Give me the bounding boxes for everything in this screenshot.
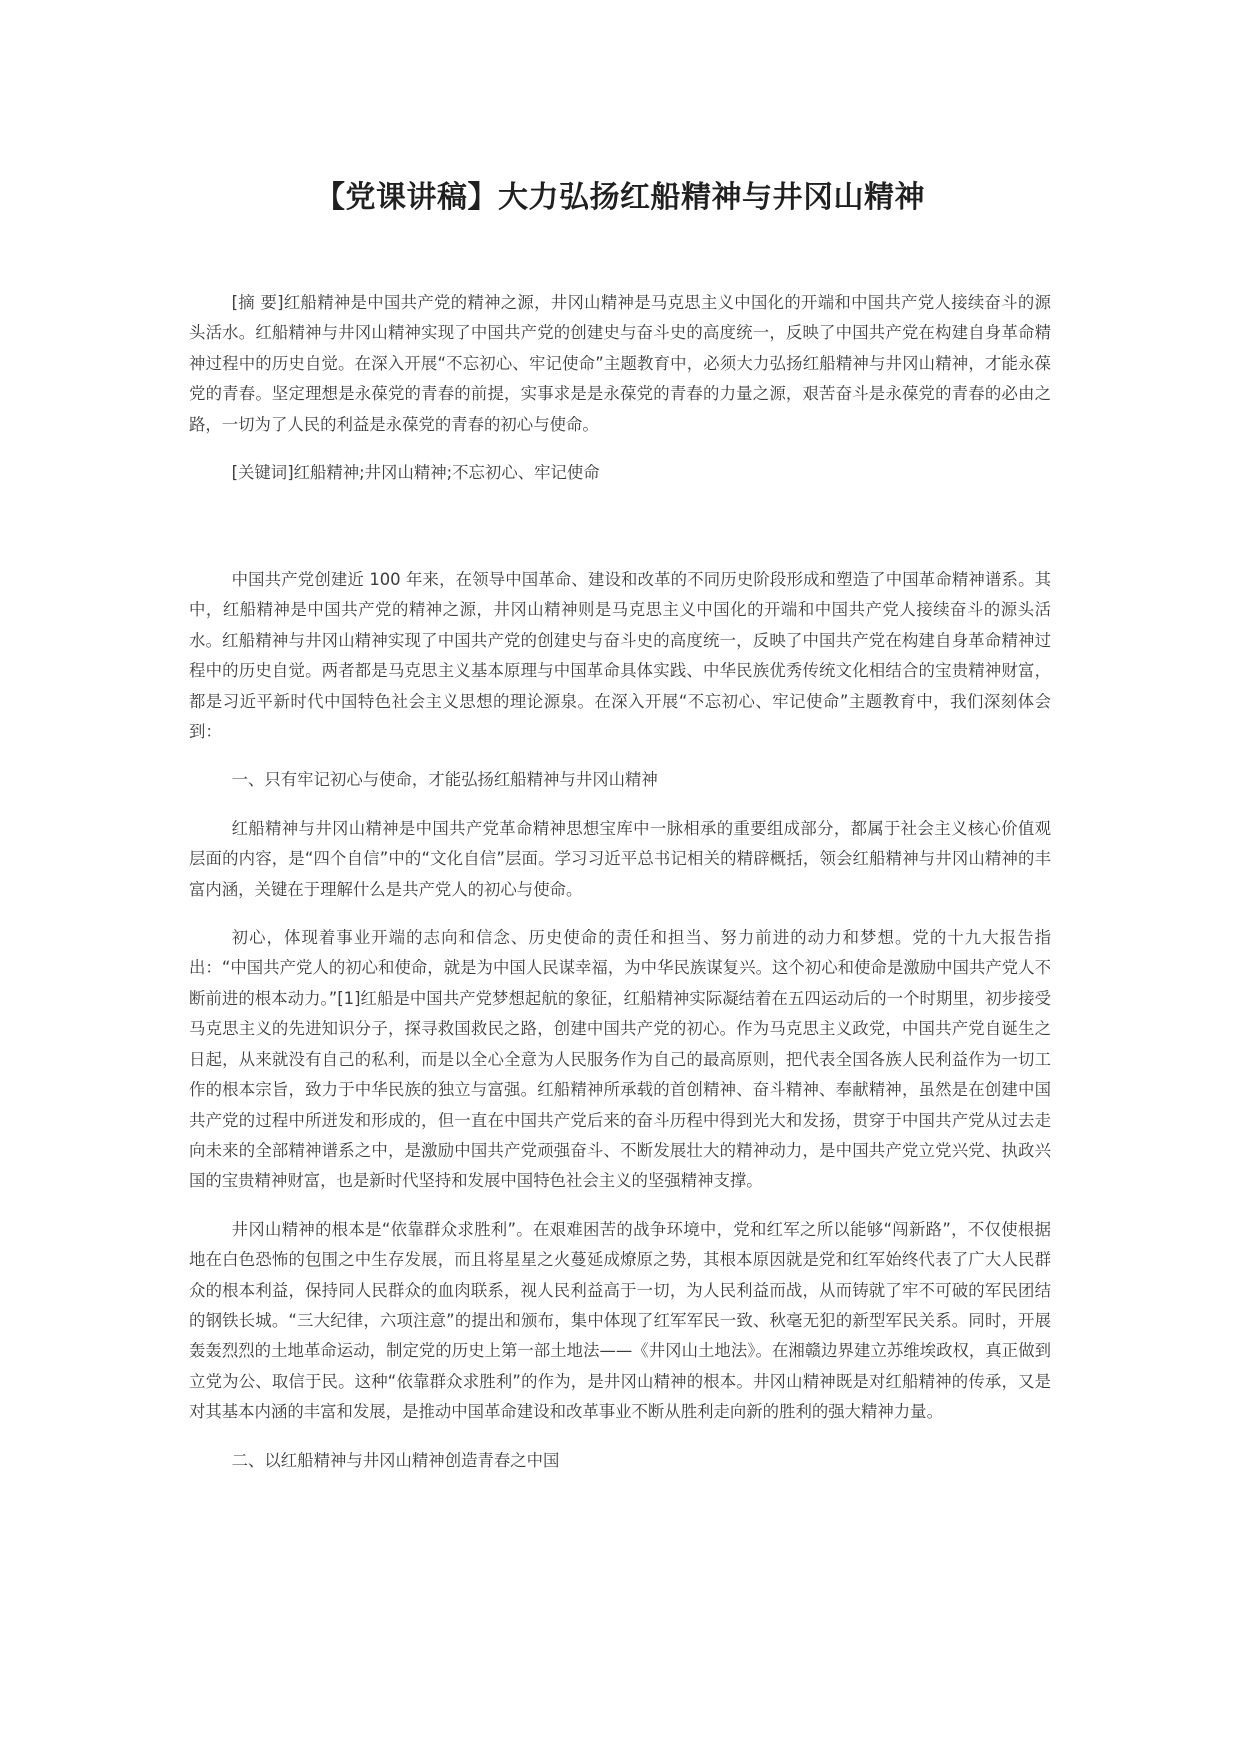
- section-heading-2: 二、以红船精神与井冈山精神创造青春之中国: [231, 1450, 560, 1470]
- intro-paragraph: 中国共产党创建近 100 年来，在领导中国革命、建设和改革的不同历史阶段形成和塑造了中国革命精神谱系。其中，红船精神是中国共产党的精神之源，井冈山精神则是马克思主义中国化的开端和中国共产党人接续奋斗的源头活水。红船精神与井冈山精神实现了中国共产党的创建史与奋斗史的高度统一，反映了中国共产党在构建自身革命精神过程中的历史自觉。两者都是马克思主义基本原理与中国革命具体实践、中华民族优秀传统文化相结合的宝贵精神财富，都是习近平新时代中国特色社会主义思想的理论源泉。在深入开展“不忘初心、牢记使命”主题教育中，我们深刻体会到：: [189, 570, 1051, 742]
- body-paragraph-1: 红船精神与井冈山精神是中国共产党革命精神思想宝库中一脉相承的重要组成部分，都属于社会主义核心价值观层面的内容，是“四个自信”中的“文化自信”层面。学习习近平总书记相关的精辟概括，领会红船精神与井冈山精神的丰富内涵，关键在于理解什么是共产党人的初心与使命。: [189, 818, 1051, 899]
- section-heading-1: 一、只有牢记初心与使命，才能弘扬红船精神与井冈山精神: [231, 770, 658, 790]
- main-body: [189, 565, 1051, 1494]
- body-paragraph-2: 初心，体现着事业开端的志向和信念、历史使命的责任和担当、努力前进的动力和梦想。党的十九大报告指出：“中国共产党人的初心和使命，就是为中国人民谋幸福，为中华民族谋复兴。这个初心和使命是激励中国共产党人不断前进的根本动力。”[1]红船是中国共产党梦想起航的象征，红船精神实际凝结着在五四运动后的一个时期里，初步接受马克思主义的先进知识分子，探寻救国救民之路，创建中国共产党的初心。作为马克思主义政党，中国共产党自诞生之日起，从来就没有自己的私利，而是以全心全意为人民服务作为自己的最高原则，把代表全国各族人民利益作为一切工作的根本宗旨，致力于中华民族的独立与富强。红船精神所承载的首创精神、奋斗精神、奉献精神，虽然是在创建中国共产党的过程中所迸发和形成的，但一直在中国共产党后来的奋斗历程中得到光大和发扬，贯穿于中国共产党从过去走向未来的全部精神谱系之中，是激励中国共产党顽强奋斗、不断发展壮大的精神动力，是中国共产党立党兴党、执政兴国的宝贵精神财富，也是新时代坚持和发展中国特色社会主义的坚强精神支撑。: [189, 928, 1051, 1191]
- body-paragraph-3: 井冈山精神的根本是“依靠群众求胜利”。在艰难困苦的战争环境中，党和红军之所以能够“闯新路”，不仅使根据地在白色恐怖的包围之中生存发展，而且将星星之火蔓延成燎原之势，其根本原因就是党和红军始终代表了广大人民群众的根本利益，保持同人民群众的血肉联系，视人民利益高于一切，为人民利益而战，从而铸就了牢不可破的军民团结的钢铁长城。“三大纪律，六项注意”的提出和颁布，集中体现了红军军民一致、秋毫无犯的新型军民关系。同时，开展轰轰烈烈的土地革命运动，制定党的历史上第一部土地法——《井冈山土地法》。在湘赣边界建立苏维埃政权，真正做到立党为公、取信于民。这种“依靠群众求胜利”的作为，是井冈山精神的根本。井冈山精神既是对红船精神的传承，又是对其基本内涵的丰富和发展，是推动中国革命建设和改革事业不断从胜利走向新的胜利的强大精神力量。: [189, 1219, 1051, 1422]
- document-title: 【党课讲稿】大力弘扬红船精神与井冈山精神: [315, 180, 925, 215]
- abstract-section: [189, 288, 1051, 506]
- keywords-paragraph: [关键词]红船精神;井冈山精神;不忘初心、牢记使命: [231, 463, 600, 483]
- abstract-paragraph: [摘 要]红船精神是中国共产党的精神之源，井冈山精神是马克思主义中国化的开端和中国共产党人接续奋斗的源头活水。红船精神与井冈山精神实现了中国共产党的创建史与奋斗史的高度统一，反映了中国共产党在构建自身革命精神过程中的历史自觉。在深入开展“不忘初心、牢记使命”主题教育中，必须大力弘扬红船精神与井冈山精神，才能永葆党的青春。坚定理想是永葆党的青春的前提，实事求是是永葆党的青春的力量之源，艰苦奋斗是永葆党的青春的必由之路，一切为了人民的利益是永葆党的青春的初心与使命。: [189, 293, 1051, 434]
